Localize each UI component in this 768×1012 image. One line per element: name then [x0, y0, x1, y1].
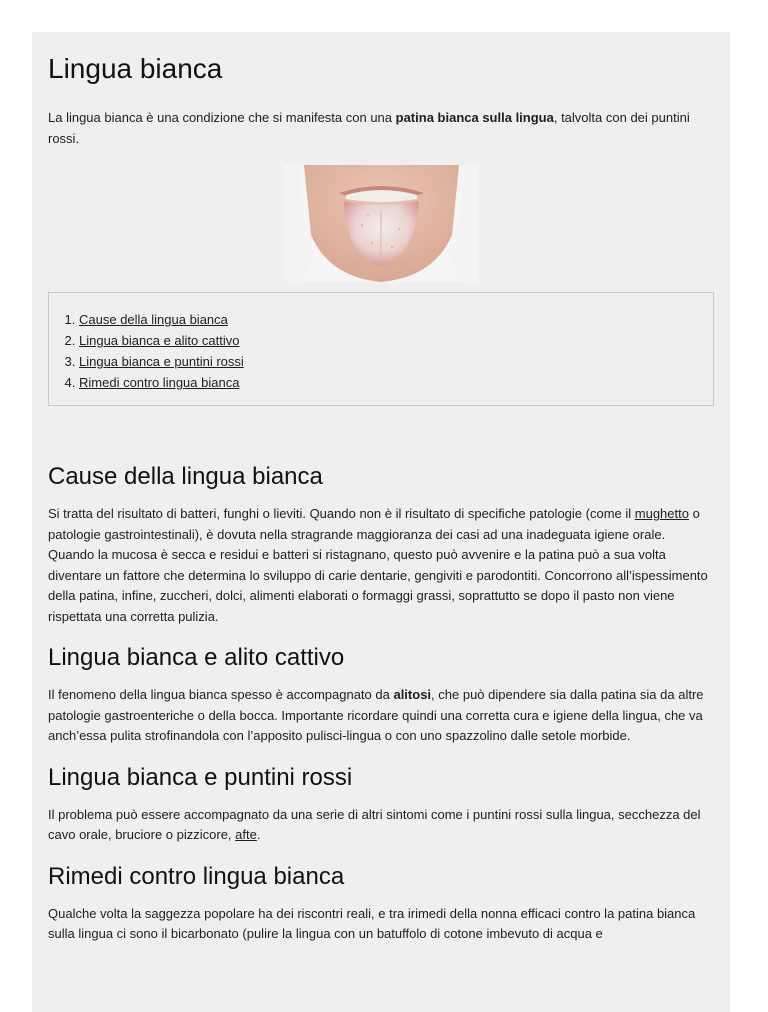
section-rimedi — [48, 862, 714, 945]
section-cause — [48, 462, 714, 627]
toc-item — [79, 372, 699, 393]
tongue-image — [284, 165, 479, 282]
puntini-text-start: Il problema può essere accompagnato da una serie di altri sintomi come i puntini rossi sulla lingua, secchezza del cavo orale, bruciore o pizzicore, — [48, 806, 701, 842]
section-text-puntini — [48, 805, 714, 846]
section-text-cause — [48, 504, 714, 627]
page-title: Lingua bianca — [48, 53, 223, 84]
table-of-contents — [48, 292, 714, 406]
puntini-text-end: . — [256, 827, 261, 842]
afte-link[interactable]: afte — [235, 827, 257, 842]
toc-link-cause[interactable]: Cause della lingua bianca — [79, 312, 228, 327]
intro-bold-text: patina bianca sulla lingua — [395, 110, 554, 125]
toc-link-rimedi[interactable]: Rimedi contro lingua bianca — [79, 375, 240, 390]
section-puntini — [48, 763, 714, 846]
toc-item — [79, 330, 699, 351]
toc-list — [61, 309, 699, 393]
cause-text-start: Si tratta del risultato di batteri, funghi o lieviti. Quando non è il risultato di specifiche patologie (come il — [48, 506, 635, 521]
alitosi-bold-text: alitosi — [393, 687, 432, 702]
toc-link-puntini[interactable]: Lingua bianca e puntini rossi — [79, 354, 244, 369]
intro-text-end: , talvolta con dei puntini rossi. — [48, 110, 690, 146]
section-text-alito — [48, 685, 714, 747]
section-heading-rimedi: Rimedi contro lingua bianca — [48, 862, 345, 890]
section-text-rimedi: Qualche volta la saggezza popolare ha dei riscontri reali, e tra irimedi della nonna efficaci contro la patina bianca sulla lingua ci sono il bicarbonato (pulire la lingua con un batuffolo di cotone imbevuto di acqua e — [48, 905, 696, 941]
tongue-illustration — [284, 165, 479, 282]
alito-text-end: , che può dipendere sia dalla patina sia da altre patologie gastroenteriche o della bocca. Importante ricordare quindi una corretta cura e igiene della lingua, che va anch’essa pulita strofinandola con l’apposito pulisci-lingua o con uno spazzolino dalle setole morbide. — [48, 687, 704, 743]
intro-text: La lingua bianca è una condizione che si manifesta con una — [48, 110, 396, 125]
section-heading-puntini: Lingua bianca e puntini rossi — [48, 763, 353, 791]
intro-paragraph — [48, 108, 714, 149]
section-alito — [48, 643, 714, 747]
section-heading-alito: Lingua bianca e alito cattivo — [48, 644, 345, 671]
toc-item — [79, 309, 699, 330]
toc-item — [79, 351, 699, 372]
section-heading-cause: Cause della lingua bianca — [48, 463, 323, 490]
alito-text-start: Il fenomeno della lingua bianca spesso è accompagnato da — [48, 687, 394, 702]
article-container — [32, 32, 730, 1012]
mughetto-link[interactable]: mughetto — [634, 506, 689, 521]
toc-link-alito[interactable]: Lingua bianca e alito cattivo — [79, 333, 240, 348]
cause-text-end: o patologie gastrointestinali), è dovuta nella stragrande maggioranza dei casi ad una inadeguata igiene orale. Quando la mucosa è secca e residui e batteri si ristagnano, questo può avvenire e la patina può a sua volta diventare un fattore che determina lo sviluppo di carie dentarie, gengiviti e parodontiti. Concorrono all’ispessimento della patina, infine, zuccheri, dolci, alimenti elaborati o formaggi grassi, soprattutto se dopo il pasto non viene rispettata una corretta pulizia. — [48, 506, 708, 624]
